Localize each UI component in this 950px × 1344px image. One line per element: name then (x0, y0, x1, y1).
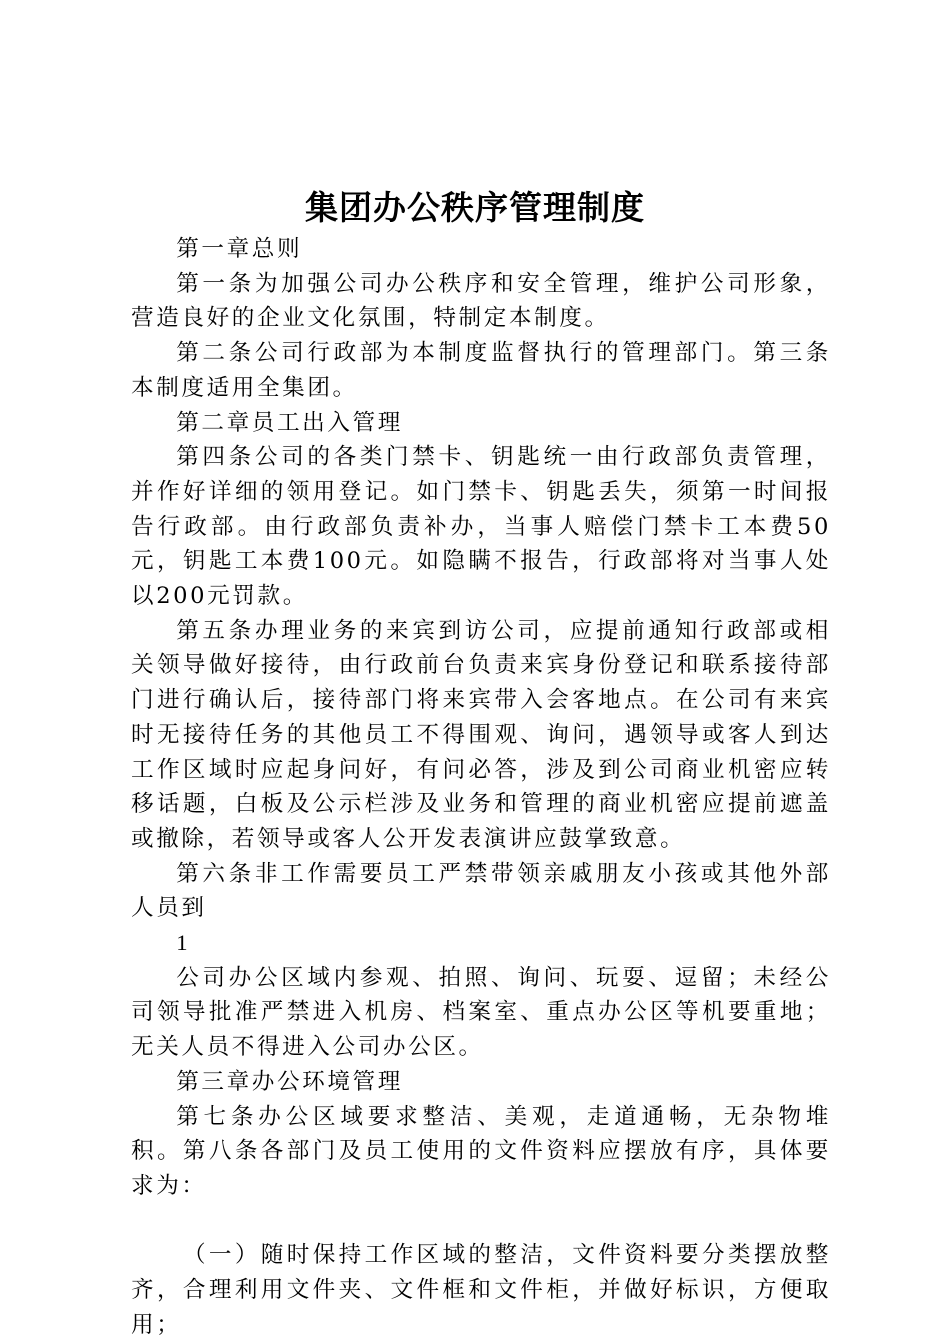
article-paragraph: 第七条办公区域要求整洁、美观，走道通畅，无杂物堆积。第八条各部门及员工使用的文件资料应摆放有序，具体要求为： (131, 1103, 831, 1199)
list-item: （一）随时保持工作区域的整洁，文件资料要分类摆放整齐，合理利用文件夹、文件框和文件柜，并做好标识，方便取用； (131, 1242, 831, 1338)
chapter-heading: 第二章员工出入管理 (176, 409, 403, 436)
document-title: 集团办公秩序管理制度 (305, 188, 645, 227)
article-paragraph: 第六条非工作需要员工严禁带领亲戚朋友小孩或其他外部人员到 (131, 860, 831, 922)
document-body (131, 232, 831, 1342)
chapter-heading: 第三章办公环境管理 (176, 1068, 403, 1095)
article-paragraph: 第四条公司的各类门禁卡、钥匙统一由行政部负责管理，并作好详细的领用登记。如门禁卡、钥匙丢失，须第一时间报告行政部。由行政部负责补办，当事人赔偿门禁卡工本费50元，钥匙工本费100元。如隐瞒不报告，行政部将对当事人处以200元罚款。 (131, 444, 831, 610)
article-paragraph: 第一条为加强公司办公秩序和安全管理，维护公司形象，营造良好的企业文化氛围，特制定本制度。 (131, 270, 831, 332)
chapter-heading: 第一章总则 (176, 236, 303, 262)
article-paragraph: 第二条公司行政部为本制度监督执行的管理部门。第三条本制度适用全集团。 (131, 340, 831, 401)
article-paragraph: 公司办公区域内参观、拍照、询问、玩耍、逗留；未经公司领导批准严禁进入机房、档案室、重点办公区等机要重地；无关人员不得进入公司办公区。 (131, 964, 831, 1061)
article-paragraph: 第五条办理业务的来宾到访公司，应提前通知行政部或相关领导做好接待，由行政前台负责来宾身份登记和联系接待部门进行确认后，接待部门将来宾带入会客地点。在公司有来宾时无接待任务的其他员工不得围观、询问，遇领导或客人到达工作区域时应起身问好，有问必答，涉及到公司商业机密应转移话题，白板及公示栏涉及业务和管理的商业机密应提前遮盖或撤除，若领导或客人公开发表演讲应鼓掌致意。 (131, 617, 831, 852)
page-number: 1 (176, 930, 188, 956)
